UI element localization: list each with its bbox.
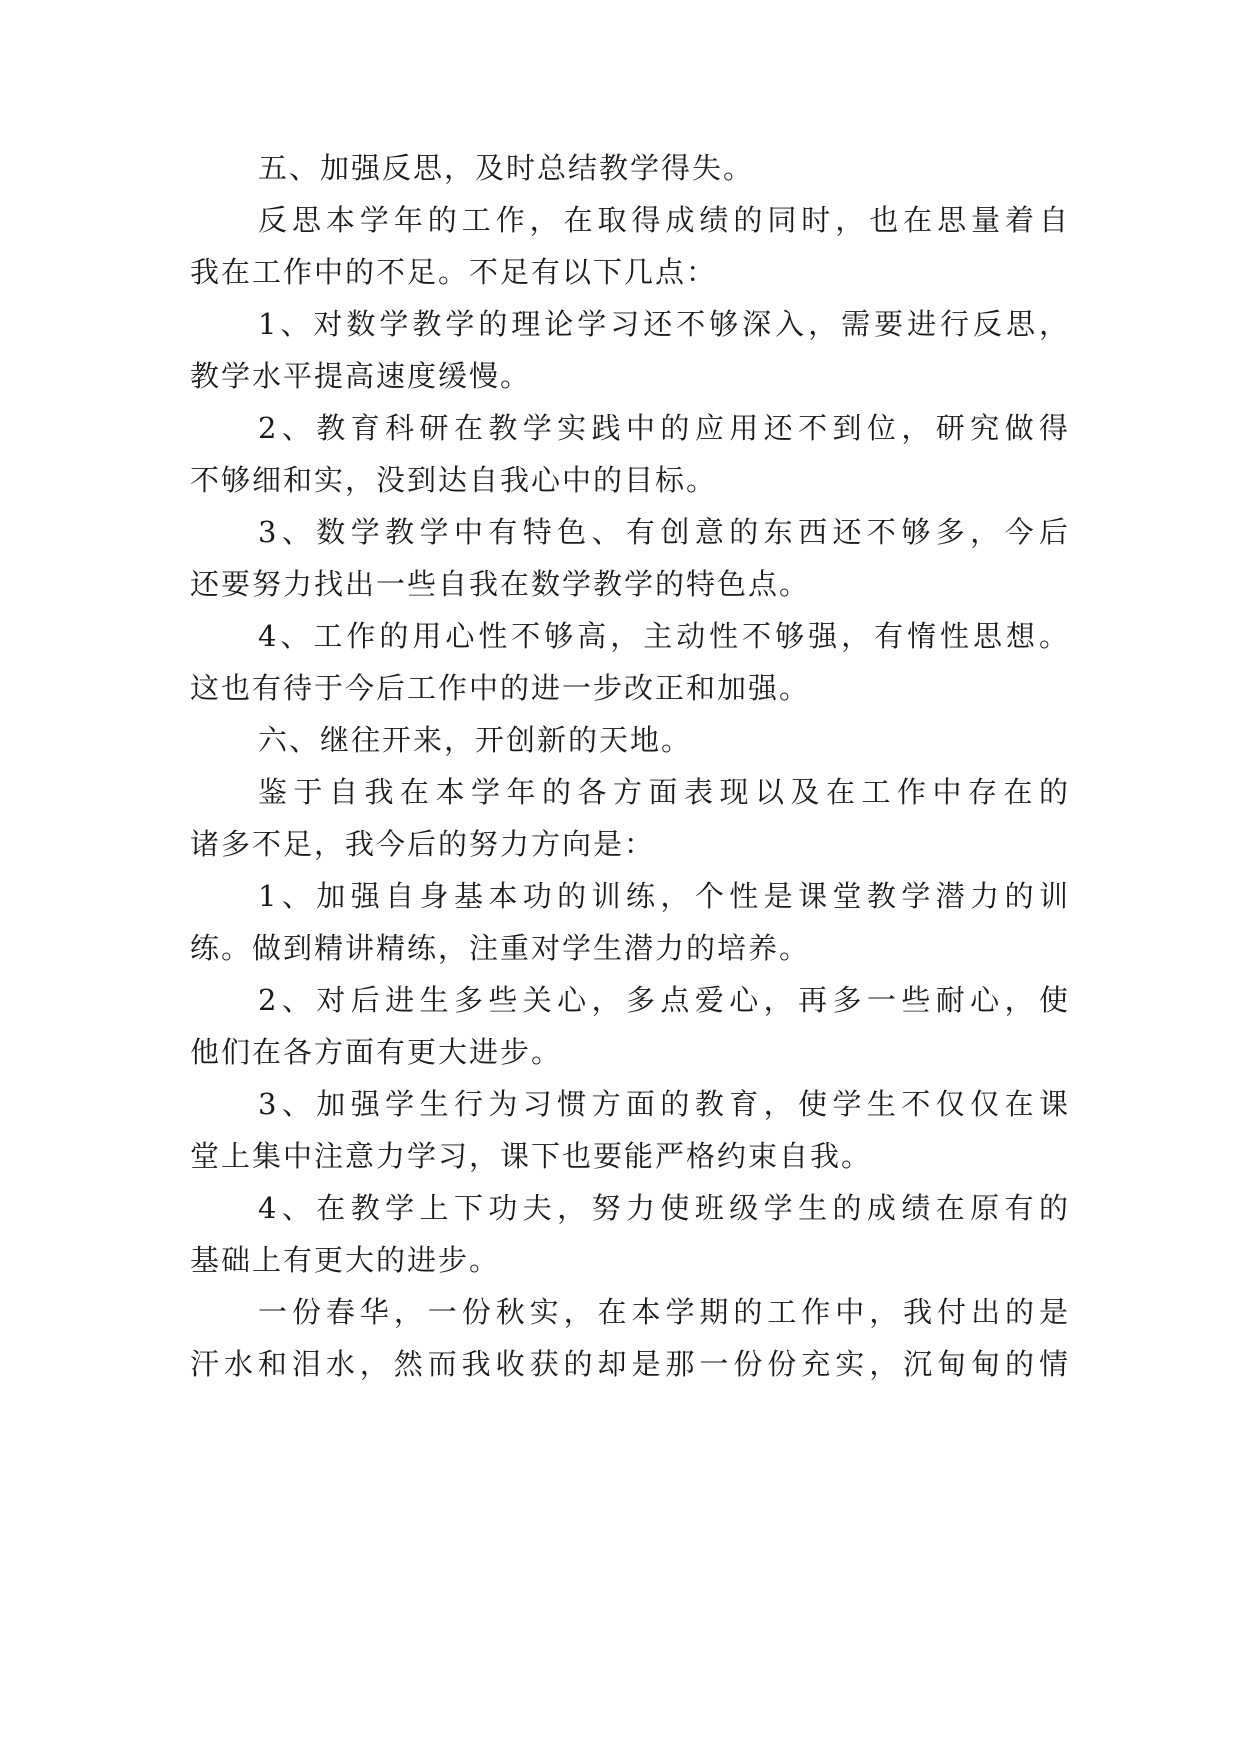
list-item-line: 他们在各方面有更大进步。	[190, 1035, 563, 1069]
paragraph-heading-5: 五、加强反思，及时总结教学得失。	[258, 151, 755, 185]
list-item-line: 3、加强学生行为习惯方面的教育，使学生不仅仅在课	[258, 1087, 1070, 1121]
list-item-line: 4、在教学上下功夫，努力使班级学生的成绩在原有的	[258, 1191, 1070, 1225]
paragraph-heading-6: 六、继往开来，开创新的天地。	[258, 723, 693, 757]
list-item-line: 不够细和实，没到达自我心中的目标。	[190, 463, 718, 497]
paragraph-line: 汗水和泪水，然而我收获的却是那一份份充实，沉甸甸的情	[190, 1347, 1070, 1381]
list-item-line: 4、工作的用心性不够高，主动性不够强，有惰性思想。	[258, 619, 1070, 653]
list-item-line: 还要努力找出一些自我在数学教学的特色点。	[190, 567, 811, 601]
list-item-line: 3、数学教学中有特色、有创意的东西还不够多，今后	[258, 515, 1070, 549]
list-item-line: 1、加强自身基本功的训练，个性是课堂教学潜力的训	[258, 879, 1070, 913]
paragraph-line: 鉴于自我在本学年的各方面表现以及在工作中存在的	[258, 775, 1070, 809]
paragraph-line: 一份春华，一份秋实，在本学期的工作中，我付出的是	[258, 1295, 1070, 1329]
list-item-line: 这也有待于今后工作中的进一步改正和加强。	[190, 671, 811, 705]
list-item-line: 2、对后进生多些关心，多点爱心，再多一些耐心，使	[258, 983, 1070, 1017]
paragraph-line: 诸多不足，我今后的努力方向是：	[190, 827, 656, 861]
list-item-line: 1、对数学教学的理论学习还不够深入，需要进行反思，	[258, 307, 1070, 341]
paragraph-line: 反思本学年的工作，在取得成绩的同时，也在思量着自	[258, 203, 1070, 237]
list-item-line: 教学水平提高速度缓慢。	[190, 359, 532, 393]
paragraph-line: 我在工作中的不足。不足有以下几点：	[190, 255, 718, 289]
list-item-line: 2、教育科研在教学实践中的应用还不到位，研究做得	[258, 411, 1070, 445]
list-item-line: 堂上集中注意力学习，课下也要能严格约束自我。	[190, 1139, 873, 1173]
list-item-line: 练。做到精讲精练，注重对学生潜力的培养。	[190, 931, 811, 965]
list-item-line: 基础上有更大的进步。	[190, 1243, 501, 1277]
